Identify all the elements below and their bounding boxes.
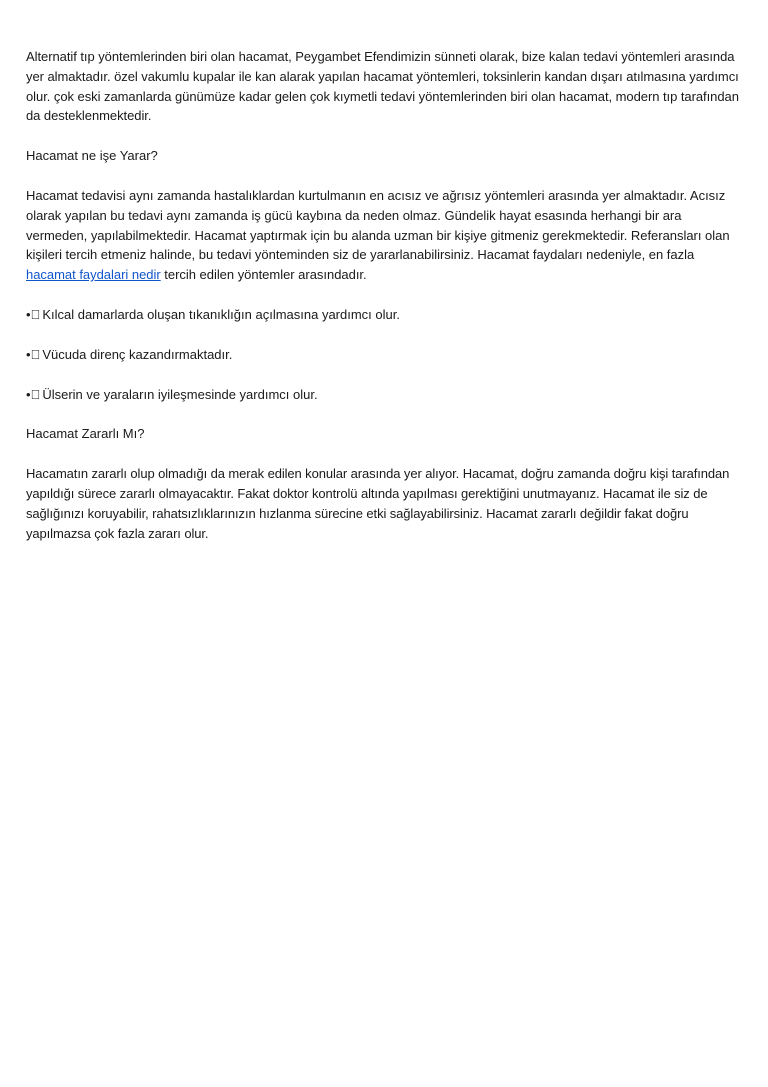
heading-benefits: Hacamat ne işe Yarar? (26, 148, 158, 164)
benefits-text-end: tercih edilen yöntemler arasındadır. (160, 267, 367, 283)
bullet-item (26, 385, 742, 405)
bullet-marker: •  (26, 386, 41, 402)
benefits-paragraph (26, 186, 742, 285)
bullet-item (26, 305, 742, 325)
bullet-marker: •  (26, 306, 41, 322)
hacamat-benefits-link[interactable]: hacamat faydalari nedir (26, 267, 161, 283)
bullet-text: Vücuda direnç kazandırmaktadır. (42, 346, 233, 362)
benefits-text-start: Hacamat tedavisi aynı zamanda hastalıklardan kurtulmanın en acısız ve ağrısız yöntemleri arasında yer almaktadır. Acısız olarak yapılan bu tedavi aynı zamanda iş gücü kaybına da neden olmaz. Gündelik hayat esasında herhangi bir ara vermeden, yapılabilmektedir. Hacamat yaptırmak için bu alanda uzman bir kişiye gitmeniz gerekmektedir. Referansları olan kişileri tercih etmeniz halinde, bu tedavi yönteminden siz de yararlanabilirsiniz. Hacamat faydaları nedeniyle, en fazla (26, 187, 730, 263)
heading-harm: Hacamat Zararlı Mı? (26, 426, 145, 442)
bullet-text: Ülserin ve yaraların iyileşmesinde yardımcı olur. (42, 386, 318, 402)
harm-paragraph: Hacamatın zararlı olup olmadığı da merak edilen konular arasında yer alıyor. Hacamat, doğru zamanda doğru kişi tarafından yapıldığı sürece zararlı olmayacaktır. Fakat doktor kontrolü altında yapılması gerektiğini unutmayanız. Hacamat ile siz de sağlığınızı koruyabilir, rahatsızlıklarınızın hızlanma sürecine etki sağlayabilirsiniz. Hacamat zararlı değildir fakat doğru yapılmazsa çok fazla zararı olur. (26, 466, 730, 541)
bullet-text: Kılcal damarlarda oluşan tıkanıklığın açılmasına yardımcı olur. (42, 306, 400, 322)
document-page (26, 47, 742, 543)
bullet-marker: •  (26, 346, 41, 362)
bullet-item (26, 345, 742, 365)
intro-paragraph: Alternatif tıp yöntemlerinden biri olan hacamat, Peygambet Efendimizin sünneti olarak, bize kalan tedavi yöntemleri arasında yer almaktadır. özel vakumlu kupalar ile kan alarak yapılan hacamat yöntemleri, toksinlerin kandan dışarı atılmasına yardımcı olur. çok eski zamanlarda günümüze kadar gelen çok kıymetli tedavi yöntemlerinden biri olan hacamat, modern tıp tarafından da desteklenmektedir. (26, 49, 739, 124)
